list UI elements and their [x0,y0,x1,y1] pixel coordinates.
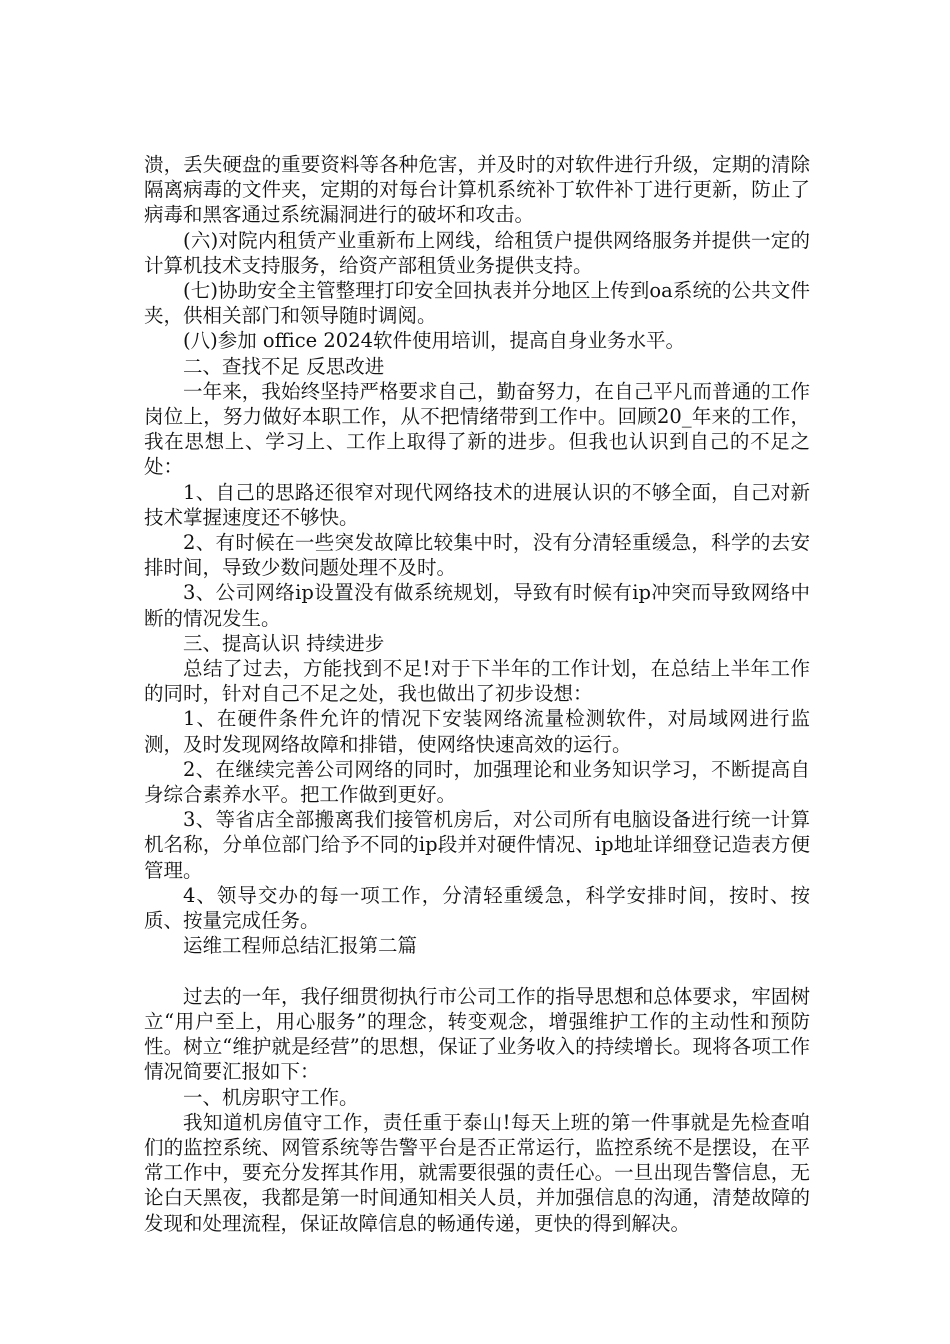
paragraph-shortcoming-2: 2、有时候在一些突发故障比较集中时，没有分清轻重缓急，科学的去安排时间，导致少数问题处理不及时。 [144,531,810,580]
paragraph-second-intro: 过去的一年，我仔细贯彻执行市公司工作的指导思想和总体要求，牢固树立“用户至上，用心服务”的理念，转变观念，增强维护工作的主动性和预防性。树立“维护就是经营”的思想，保证了业务收入的持续增长。现将各项工作情况简要汇报如下： [144,984,810,1084]
paragraph-item-6: (六)对院内租赁产业重新布上网线，给租赁户提供网络服务并提供一定的计算机技术支持服务，给资产部租赁业务提供支持。 [144,228,810,277]
article-title-second: 运维工程师总结汇报第二篇 [183,934,418,958]
blank-line [144,959,810,984]
paragraph-plan-2: 2、在继续完善公司网络的同时，加强理论和业务知识学习，不断提高自身综合素养水平。把工作做到更好。 [144,757,810,807]
paragraph-plan-4: 4、领导交办的每一项工作，分清轻重缓急，科学安排时间，按时、按质、按量完成任务。 [144,883,810,933]
paragraph-item-8: (八)参加 office 2024软件使用培训，提高自身业务水平。 [183,329,686,353]
section-heading-3: 三、提高认识 持续进步 [183,631,385,655]
paragraph-room-duty: 我知道机房值守工作，责任重于泰山!每天上班的第一件事就是先检查咱们的监控系统、网管系统等告警平台是否正常运行，监控系统不是摆设，在平常工作中，要充分发挥其作用，就需要很强的责任心。一旦出现告警信息，无论白天黑夜，我都是第一时间通知相关人员，并加强信息的沟通，清楚故障的发现和处理流程，保证故障信息的畅通传递，更快的得到解决。 [144,1110,810,1235]
paragraph-intro-continuation: 溃，丢失硬盘的重要资料等各种危害，并及时的对软件进行升级，定期的清除隔离病毒的文件夹，定期的对每台计算机系统补丁软件补丁进行更新，防止了病毒和黑客通过系统漏洞进行的破坏和攻击。 [144,153,810,227]
document-page [144,152,810,1236]
paragraph-plan-intro: 总结了过去，方能找到不足!对于下半年的工作计划，在总结上半年工作的同时，针对自己不足之处，我也做出了初步设想： [144,657,810,706]
section-heading-2: 二、查找不足 反思改进 [183,354,385,378]
paragraph-reflection: 一年来，我始终坚持严格要求自己，勤奋努力，在自己平凡而普通的工作岗位上，努力做好本职工作，从不把情绪带到工作中。回顾20_年来的工作，我在思想上、学习上、工作上取得了新的进步。但我也认识到自己的不足之处： [144,379,810,479]
paragraph-item-7: (七)协助安全主管整理打印安全回执表并分地区上传到oa系统的公共文件夹，供相关部门和领导随时调阅。 [144,279,810,328]
paragraph-shortcoming-1: 1、自己的思路还很窄对现代网络技术的进展认识的不够全面，自己对新技术掌握速度还不够快。 [144,480,810,529]
paragraph-plan-1: 1、在硬件条件允许的情况下安装网络流量检测软件，对局域网进行监测，及时发现网络故障和排错，使网络快速高效的运行。 [144,707,810,756]
paragraph-shortcoming-3: 3、公司网络ip设置没有做系统规划，导致有时候有ip冲突而导致网络中断的情况发生。 [144,581,810,630]
paragraph-plan-3: 3、等省店全部搬离我们接管机房后，对公司所有电脑设备进行统一计算机名称，分单位部门给予不同的ip段并对硬件情况、ip地址详细登记造表方便管理。 [144,808,810,882]
section-heading-room-duty: 一、机房职守工作。 [183,1085,359,1109]
